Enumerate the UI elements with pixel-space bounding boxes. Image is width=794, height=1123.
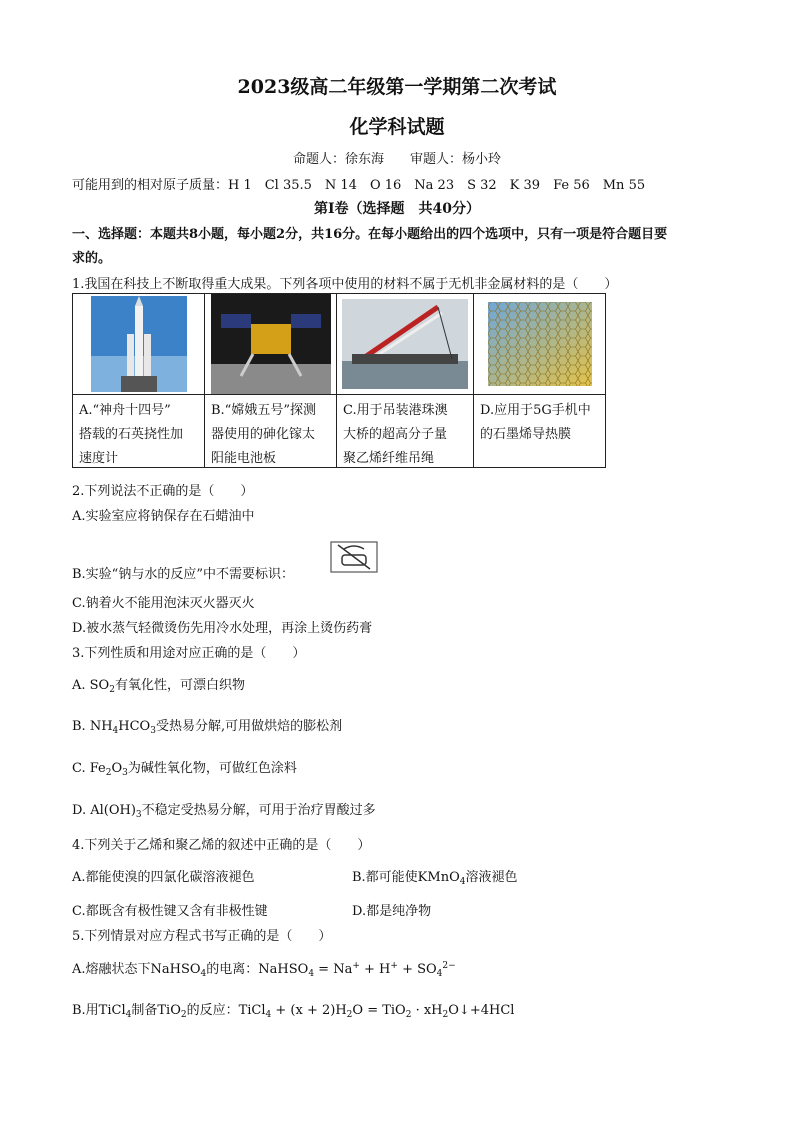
q2-option-b: B.实验“钠与水的反应”中不需要标识： [72, 567, 294, 582]
q3-option-c: C. $Fe_2O_3$为碱性氧化物，可做红色涂料 [72, 761, 297, 778]
exam-subtitle: 化学科试题 [349, 116, 445, 138]
q1-option-d [474, 395, 606, 468]
q1-option-c [337, 395, 474, 468]
q1-option-d-line1: D.应用于5G手机中 [480, 403, 591, 418]
q5-option-b: B.用TiCl$_4$制备TiO$_2$的反应：TiCl$_4$ + $(x + 2)H_2O = TiO_2$ · $xH_2O↓+4HCl$ [72, 1003, 515, 1020]
lunar-lander-image [205, 294, 336, 394]
q1-option-c-line3: 聚乙烯纤维吊绳 [343, 451, 435, 466]
authors-line: 命题人：徐东海 审题人：杨小玲 [292, 152, 501, 167]
q1-option-d-line2: 的石墨烯导热膜 [480, 427, 572, 442]
q1-image-cell-a [73, 294, 205, 395]
section-title: 第Ⅰ卷（选择题 共40分） [313, 201, 481, 217]
no-burn-icon [330, 541, 378, 577]
q5-stem: 5.下列情景对应方程式书写正确的是（ ） [72, 929, 332, 944]
q1-option-c-line2: 大桥的超高分子量 [343, 427, 448, 442]
q4-stem: 4.下列关于乙烯和聚乙烯的叙述中正确的是（ ） [72, 838, 371, 853]
exam-title: 2023级高二年级第一学期第二次考试 [237, 76, 557, 98]
q1-option-a-line3: 速度计 [79, 451, 119, 466]
q1-option-b-line2: 器使用的砷化镓太 [211, 427, 316, 442]
q1-option-a-line2: 搭载的石英挠性加 [79, 427, 184, 442]
q3-option-b: B. $NH_4HCO_3$受热易分解,可用做烘焙的膨松剂 [72, 719, 343, 736]
q3-option-d: D. $Al(OH)_3$不稳定受热易分解，可用于治疗胃酸过多 [72, 803, 376, 820]
q4-option-d: D.都是纯净物 [352, 904, 432, 919]
instructions-line2: 求的。 [72, 251, 112, 266]
q2-option-c: C.钠着火不能用泡沫灭火器灭火 [72, 596, 255, 611]
q3-stem: 3.下列性质和用途对应正确的是（ ） [72, 646, 306, 661]
rocket-image [73, 294, 204, 394]
atomic-masses: 可能用到的相对原子质量：H 1 Cl 35.5 N 14 O 16 Na 23 S 32 K 39 Fe 56 Mn 55 [72, 178, 646, 193]
q1-image-cell-c [337, 294, 474, 395]
q3-option-a: A. $SO_2$有氧化性，可漂白织物 [72, 678, 245, 695]
crane-image [337, 294, 473, 394]
q4-option-a: A.都能使溴的四氯化碳溶液褪色 [72, 870, 255, 885]
graphene-image [474, 294, 605, 394]
instructions-line1: 一、选择题：本题共8小题，每小题2分，共16分。在每小题给出的四个选项中，只有一项是符合题目要 [72, 227, 668, 242]
q1-image-cell-b [205, 294, 337, 395]
q1-image-cell-d [474, 294, 606, 395]
q1-stem: 1.我国在科技上不断取得重大成果。下列各项中使用的材料不属于无机非金属材料的是（ ） [72, 277, 618, 292]
q1-option-c-line1: C.用于吊装港珠澳 [343, 403, 448, 418]
q2-option-a: A.实验室应将钠保存在石蜡油中 [72, 509, 255, 524]
q1-options-table [72, 293, 606, 468]
q1-option-b [205, 395, 337, 468]
q1-option-b-line1: B.“嫦娥五号”探测 [211, 403, 316, 418]
q4-option-c: C.都既含有极性键又含有非极性键 [72, 904, 268, 919]
q1-option-a-line1: A.“神舟十四号” [79, 403, 171, 418]
q2-option-d: D.被水蒸气轻微烫伤先用冷水处理，再涂上烫伤药膏 [72, 621, 373, 636]
q4-option-b: B.都可能使KMnO$_4$溶液褪色 [352, 870, 518, 887]
q5-option-a: A.熔融状态下NaHSO$_4$的电离：NaHSO$_4$ = $Na^+ + H^+ + SO_4^{2-}$ [72, 961, 456, 979]
q1-option-a [73, 395, 205, 468]
q1-option-b-line3: 阳能电池板 [211, 451, 277, 466]
q2-stem: 2.下列说法不正确的是（ ） [72, 484, 254, 499]
